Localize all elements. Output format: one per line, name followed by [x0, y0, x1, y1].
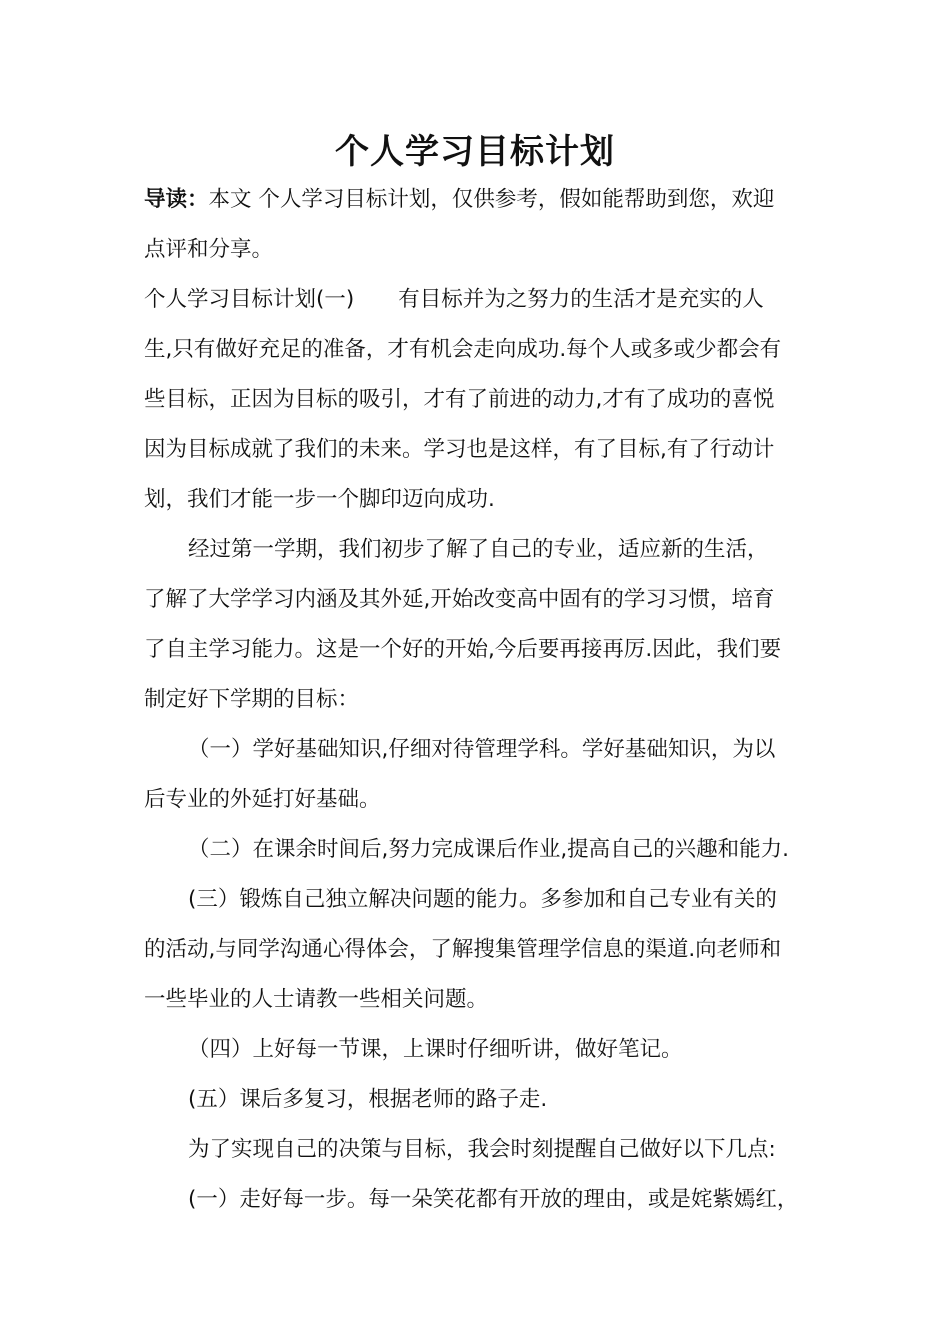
paragraph-line-4: 因为目标成就了我们的未来。学习也是这样，有了目标,有了行动计: [144, 437, 775, 462]
paragraph-line-7: 了解了大学学习内涵及其外延,开始改变高中固有的学习习惯，培育: [144, 587, 775, 612]
paragraph-line-3: 些目标，正因为目标的吸引，才有了前进的动力,才有了成功的喜悦: [144, 387, 775, 412]
goal-item-3-line-2: 的活动,与同学沟通心得体会，了解搜集管理学信息的渠道.向老师和: [144, 937, 782, 962]
intro-text: 本文 个人学习目标计划，仅供参考，假如能帮助到您，欢迎: [208, 187, 775, 212]
goal-item-5: (五）课后多复习，根据老师的路子走.: [188, 1087, 548, 1112]
point-item-1: (一）走好每一步。每一朵笑花都有开放的理由，或是姹紫嫣红，: [188, 1187, 799, 1212]
intro-line-2: 点评和分享。: [144, 237, 274, 262]
document-title: 个人学习目标计划: [335, 132, 615, 172]
paragraph-line-6: 经过第一学期，我们初步了解了自己的专业，适应新的生活，: [188, 537, 769, 562]
paragraph-line-2: 生,只有做好充足的准备，才有机会走向成功.每个人或多或少都会有: [144, 337, 782, 362]
goal-item-4: （四）上好每一节课，上课时仔细听讲，做好笔记。: [188, 1037, 683, 1062]
goal-item-3-line-1: (三）锻炼自己独立解决问题的能力。多参加和自己专业有关的: [188, 887, 777, 912]
paragraph-line-8: 了自主学习能力。这是一个好的开始,今后要再接再厉.因此，我们要: [144, 637, 782, 662]
intro-line-1: [144, 184, 774, 216]
paragraph-line-5: 划，我们才能一步一个脚印迈向成功.: [144, 487, 495, 512]
paragraph-line-9: 制定好下学期的目标：: [144, 687, 360, 712]
paragraph-text: 有目标并为之努力的生活才是充实的人: [398, 287, 764, 312]
goal-item-2: （二）在课余时间后,努力完成课后作业,提高自己的兴趣和能力.: [188, 837, 790, 862]
intro-label: 导读：: [144, 187, 209, 212]
goal-item-1-line-2: 后专业的外延打好基础。: [144, 787, 381, 812]
goal-item-1-line-1: （一）学好基础知识,仔细对待管理学科。学好基础知识，为以: [188, 737, 776, 762]
paragraph-line-1: [144, 284, 764, 316]
paragraph-line-plan: 为了实现自己的决策与目标，我会时刻提醒自己做好以下几点:: [188, 1137, 776, 1162]
goal-item-3-line-3: 一些毕业的人士请教一些相关问题。: [144, 987, 489, 1012]
section-heading: 个人学习目标计划(一): [144, 287, 355, 312]
